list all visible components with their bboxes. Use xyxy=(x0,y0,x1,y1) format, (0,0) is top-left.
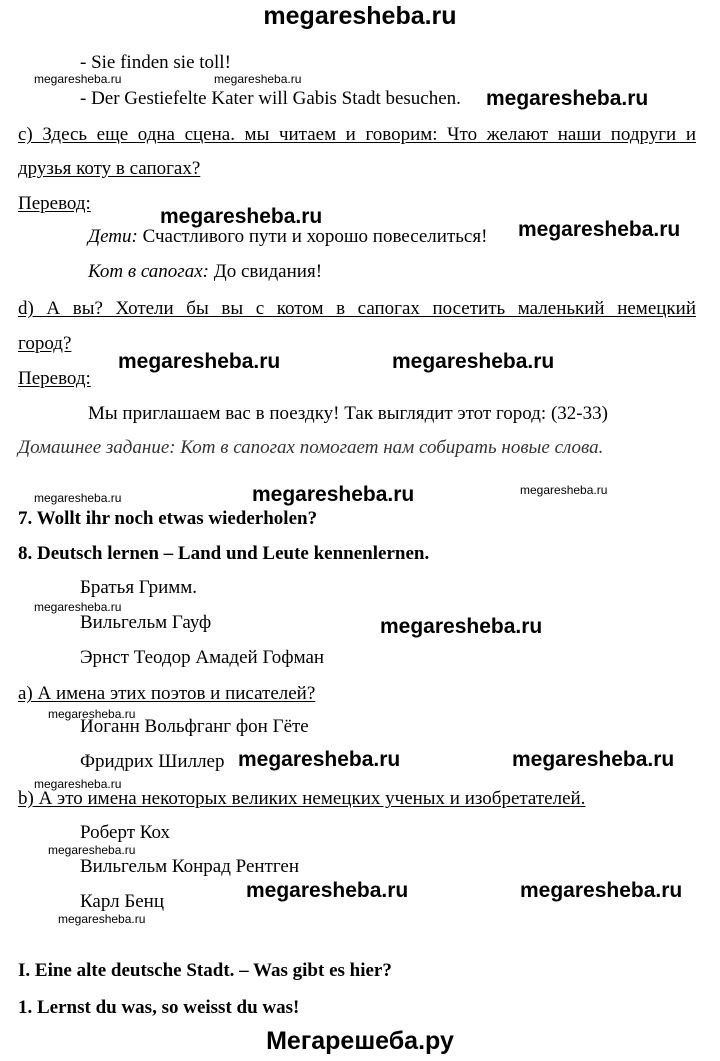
watermark-big: megaresheba.ru xyxy=(118,350,281,373)
watermark-big: megaresheba.ru xyxy=(520,879,683,902)
section-b-heading: b) А это имена некоторых великих немецких ученых и изобретателей. xyxy=(18,788,586,809)
watermark-small: megaresheba.ru xyxy=(214,72,302,86)
cat-text: До свидания! xyxy=(208,261,323,282)
homework-line: Домашнее задание: Кот в сапогах помогает нам собирать новые слова. xyxy=(18,437,604,458)
children-line xyxy=(88,226,487,249)
writer-name: Братья Гримм. xyxy=(80,577,198,598)
translation-label: Перевод: xyxy=(18,193,91,214)
watermark-small: megaresheba.ru xyxy=(48,707,136,721)
scientist-name: Вильгельм Конрад Рентген xyxy=(80,856,299,877)
watermark-small: megaresheba.ru xyxy=(34,777,122,791)
watermark-big: megaresheba.ru xyxy=(246,879,409,902)
watermark-big: megaresheba.ru xyxy=(160,205,323,228)
watermark-small: megaresheba.ru xyxy=(34,72,122,86)
watermark-big: megaresheba.ru xyxy=(380,615,543,638)
watermark-big: megaresheba.ru xyxy=(252,483,415,506)
scientist-name: Карл Бенц xyxy=(80,891,165,912)
writer-name: Эрнст Теодор Амадей Гофман xyxy=(80,647,325,668)
section-d-translation: Мы приглашаем вас в поездку! Так выглядит этот город: (32-33) xyxy=(88,403,608,424)
dialog-line-2: - Der Gestiefelte Kater will Gabis Stadt besuchen. xyxy=(80,88,461,109)
section-d-question-line2: город? xyxy=(18,333,72,354)
item-8-heading: 8. Deutsch lernen – Land und Leute kennenlernen. xyxy=(18,543,430,564)
section-c-question-line2: друзья коту в сапогах? xyxy=(18,158,201,179)
page-footer-site: Мегарешеба.ру xyxy=(266,1027,454,1055)
cat-label: Кот в сапогах: xyxy=(88,261,209,282)
watermark-small: megaresheba.ru xyxy=(34,600,122,614)
chapter-heading: I. Eine alte deutsche Stadt. – Was gibt es hier? xyxy=(18,960,392,981)
translation-label: Перевод: xyxy=(18,368,91,389)
scientist-name: Роберт Кох xyxy=(80,822,170,843)
watermark-big: megaresheba.ru xyxy=(518,218,681,241)
writer-name: Вильгельм Гауф xyxy=(80,612,212,633)
children-label: Дети: xyxy=(88,226,138,247)
chapter-item-1: 1. Lernst du was, so weisst du was! xyxy=(18,997,300,1018)
watermark-small: megaresheba.ru xyxy=(34,491,122,505)
watermark-small: megaresheba.ru xyxy=(58,912,146,926)
page-header-site: megaresheba.ru xyxy=(263,2,457,30)
section-d-question-line1: d) А вы? Хотели бы вы с котом в сапогах посетить маленький немецкий xyxy=(18,298,696,319)
watermark-small: megaresheba.ru xyxy=(520,483,608,497)
dialog-line-1: - Sie finden sie toll! xyxy=(80,52,231,73)
poet-name: Иоганн Вольфганг фон Гёте xyxy=(80,716,309,737)
section-a-heading: а) А имена этих поэтов и писателей? xyxy=(18,683,316,704)
section-c-question-line1: с) Здесь еще одна сцена. мы читаем и говорим: Что желают наши подруги и xyxy=(18,124,696,145)
item-7-heading: 7. Wollt ihr noch etwas wiederholen? xyxy=(18,508,318,529)
watermark-big: megaresheba.ru xyxy=(512,748,675,771)
poet-name: Фридрих Шиллер xyxy=(80,751,225,772)
watermark-big: megaresheba.ru xyxy=(486,87,649,110)
watermark-big: megaresheba.ru xyxy=(392,350,555,373)
children-text: Счастливого пути и хорошо повеселиться! xyxy=(137,226,488,247)
watermark-small: megaresheba.ru xyxy=(48,843,136,857)
cat-line xyxy=(88,261,322,284)
watermark-big: megaresheba.ru xyxy=(238,748,401,771)
